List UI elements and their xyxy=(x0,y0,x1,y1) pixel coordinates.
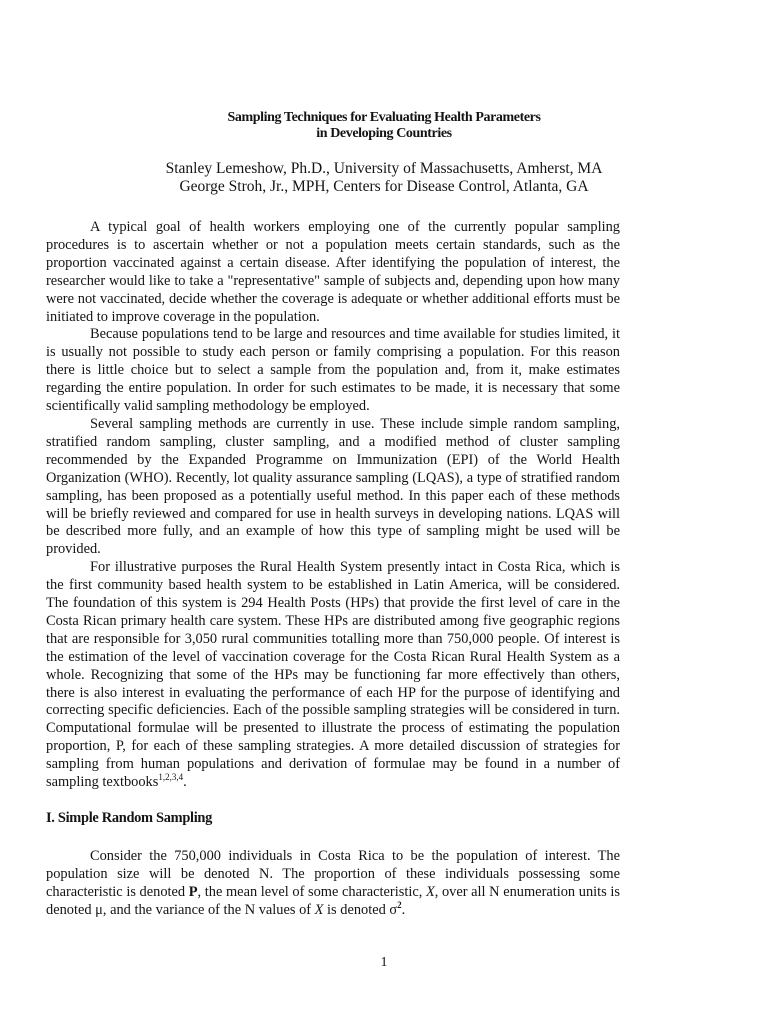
section-body xyxy=(46,848,620,920)
title-line-1: Sampling Techniques for Evaluating Health Parameters xyxy=(227,110,541,125)
body-text xyxy=(46,219,620,792)
paragraph-4-end: . xyxy=(183,774,187,791)
author-1: Stanley Lemeshow, Ph.D., University of Massachusetts, Amherst, MA xyxy=(165,160,603,177)
section-text-1: Consider the 750,000 individuals in Costa Rica to be the population of interest. The population size will be denoted N. The proportion of these individuals possessing some characteristic is denoted xyxy=(46,848,620,900)
paper-title xyxy=(0,110,768,142)
symbol-sigma: σ xyxy=(389,901,398,918)
title-line-2: in Developing Countries xyxy=(316,126,452,141)
paragraph-2: Because populations tend to be large and resources and time available for studies limited, it is usually not possible to study each person or family comprising a population. For this reason there is little choice but to select a sample from the population and, from it, make estimates regarding the entire population. In order for such estimates to be made, it is necessary that some scientifically valid sampling methodology be employed. xyxy=(46,326,620,415)
section-text-4: , and the variance of the N values of xyxy=(102,901,315,918)
symbol-mu: μ xyxy=(95,901,103,918)
section-text-3: , over all N enumeration units is denoted xyxy=(46,883,620,918)
paragraph-3: Several sampling methods are currently in use. These include simple random sampling, stratified random sampling, cluster sampling, and a modified method of cluster sampling recommended by the Expanded Programme on Immunization (EPI) of the World Health Organization (WHO). Recently, lot quality assurance sampling (LQAS), a type of stratified random sampling, has been proposed as a potentially useful method. In this paper each of these methods will be briefly reviewed and compared for use in health surveys in developing nations. LQAS will be described more fully, and an example of how this type of sampling might be used will be provided. xyxy=(46,415,620,558)
sigma-exponent: 2 xyxy=(397,899,402,910)
section-text-5: is denoted xyxy=(323,901,390,918)
symbol-X: X xyxy=(425,883,435,900)
paragraph-4 xyxy=(46,559,620,792)
symbol-P: P xyxy=(188,883,198,900)
section-heading: I. Simple Random Sampling xyxy=(46,810,213,826)
paragraph-4-text: For illustrative purposes the Rural Health System presently intact in Costa Rica, which is the first community based health system to be established in Latin America, will be considered. The foundation of this system is 294 Health Posts (HPs) that provide the first level of care in the Costa Rican primary health care system. These HPs are distributed among five geographic regions that are responsible for 3,050 rural communities totalling more than 750,000 people. Of interest is the estimation of the level of vaccination coverage for the Costa Rican Rural Health System as a whole. Recognizing that some of the HPs may be functioning far more effectively than others, there is also interest in evaluating the performance of each HP for the purpose of identifying and correcting specific deficiencies. Each of the possible sampling strategies will be considered in turn. Computational formulae will be presented to illustrate the process of estimating the population proportion, P, for each of these sampling strategies. A more detailed discussion of strategies for sampling from human populations and derivation of formulae may be found in a number of sampling textbooks xyxy=(46,559,620,791)
author-2: George Stroh, Jr., MPH, Centers for Disease Control, Atlanta, GA xyxy=(179,178,589,195)
author-list xyxy=(0,160,768,196)
symbol-X-2: X xyxy=(314,901,324,918)
section-text-6: . xyxy=(401,901,406,918)
page-number: 1 xyxy=(380,955,388,970)
paragraph-1: A typical goal of health workers employing one of the currently popular sampling procedures is to ascertain whether or not a population meets certain standards, such as the proportion vaccinated against a certain disease. After identifying the population of interest, the researcher would like to take a "representative" sample of subjects and, depending upon how many were not vaccinated, decide whether the coverage is adequate or whether additional efforts must be initiated to improve coverage in the population. xyxy=(46,219,620,325)
section-text-2: , the mean level of some characteristic, xyxy=(197,883,426,900)
title-block xyxy=(0,110,768,196)
reference-superscript: 1,2,3,4 xyxy=(158,772,184,783)
section-paragraph xyxy=(46,848,620,920)
